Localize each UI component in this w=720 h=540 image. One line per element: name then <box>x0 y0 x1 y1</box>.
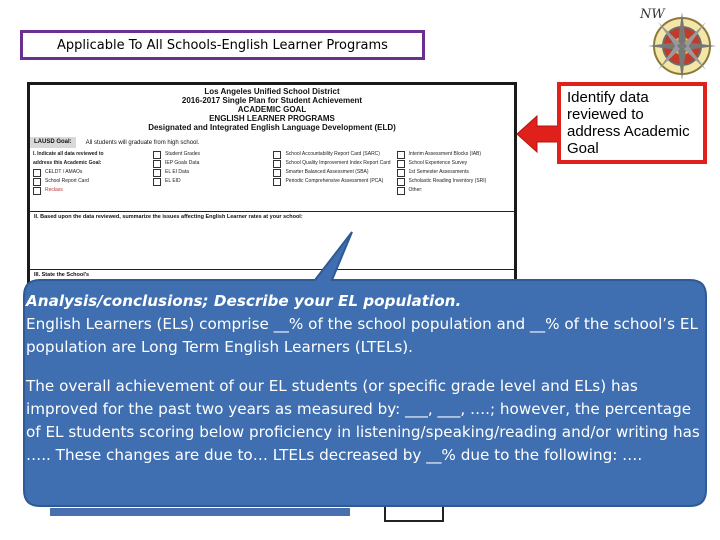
goal-text: All students will graduate from high school. <box>85 139 200 146</box>
checklist-item: School Experience Survey <box>408 160 468 166</box>
checklist-item: Interim Assessment Blocks (IAB) <box>408 151 482 157</box>
checklist-item: Scholastic Reading Inventory (SRI) <box>408 178 487 184</box>
analysis-callout <box>26 290 700 467</box>
section1-lead: address this Academic Goal: <box>33 160 102 166</box>
goal-label: LAUSD Goal: <box>30 137 76 148</box>
callout-heading: Analysis/conclusions; Describe your EL population. <box>26 292 462 310</box>
checklist-item: Smarter Balanced Assessment (SBA) <box>285 169 369 175</box>
logo-text: NW <box>640 7 665 22</box>
doc-header-line: Los Angeles Unified School District <box>204 87 340 96</box>
checklist-item: 1st Semester Assessments <box>408 169 469 175</box>
callout-top-text: Identify data reviewed to address Academic Goal <box>567 89 690 157</box>
checklist-item: School Report Card <box>45 178 89 184</box>
checklist-item: Student Grades <box>165 151 201 157</box>
doc-header-line: ENGLISH LEARNER PROGRAMS <box>209 114 335 123</box>
checklist-item: CELDT / AMAOs <box>45 169 83 175</box>
doc-header-line: ACADEMIC GOAL <box>237 105 307 114</box>
checklist-item: IEP Goals Data <box>165 160 200 166</box>
slide-title-text: Applicable To All Schools-English Learner Programs <box>57 37 388 53</box>
checklist-item: Other: <box>408 187 423 193</box>
section3-label: III. State the School's <box>34 272 90 278</box>
checklist-item: School Accountability Report Card (SARC) <box>285 151 380 157</box>
checklist-item: EL EID <box>165 178 181 184</box>
callout-paragraph-2: The overall achievement of our EL students (or specific grade level and ELs) has improved for the past two years as measured by: ___, ___, ….; however, the percentage of EL students scoring below proficiency in listening/speaking/reading and/or writing has ….. These changes are due to… LTELs decreased by __% due to the following: …. <box>26 377 700 464</box>
callout-paragraph-1: English Learners (ELs) comprise __% of the school population and __% of the school’s EL population are Long Term English Learners (LTELs). <box>26 315 698 356</box>
checklist-item: EL EI Data <box>165 169 189 175</box>
checklist-item: Reclass <box>45 187 63 193</box>
section2-label: II. Based upon the data reviewed, summarize the issues affecting English Learner rates at your school: <box>34 214 303 220</box>
checklist-item: School Quality Improvement Index Report Card <box>285 160 391 166</box>
doc-header-line: 2016-2017 Single Plan for Student Achievement <box>181 96 363 105</box>
checklist-item: Periodic Comprehensive Assessment (PCA) <box>285 178 384 184</box>
section1-lead: I. Indicate all data reviewed to <box>33 151 104 157</box>
doc-header-line: Designated and Integrated English Language Development (ELD) <box>148 123 396 132</box>
